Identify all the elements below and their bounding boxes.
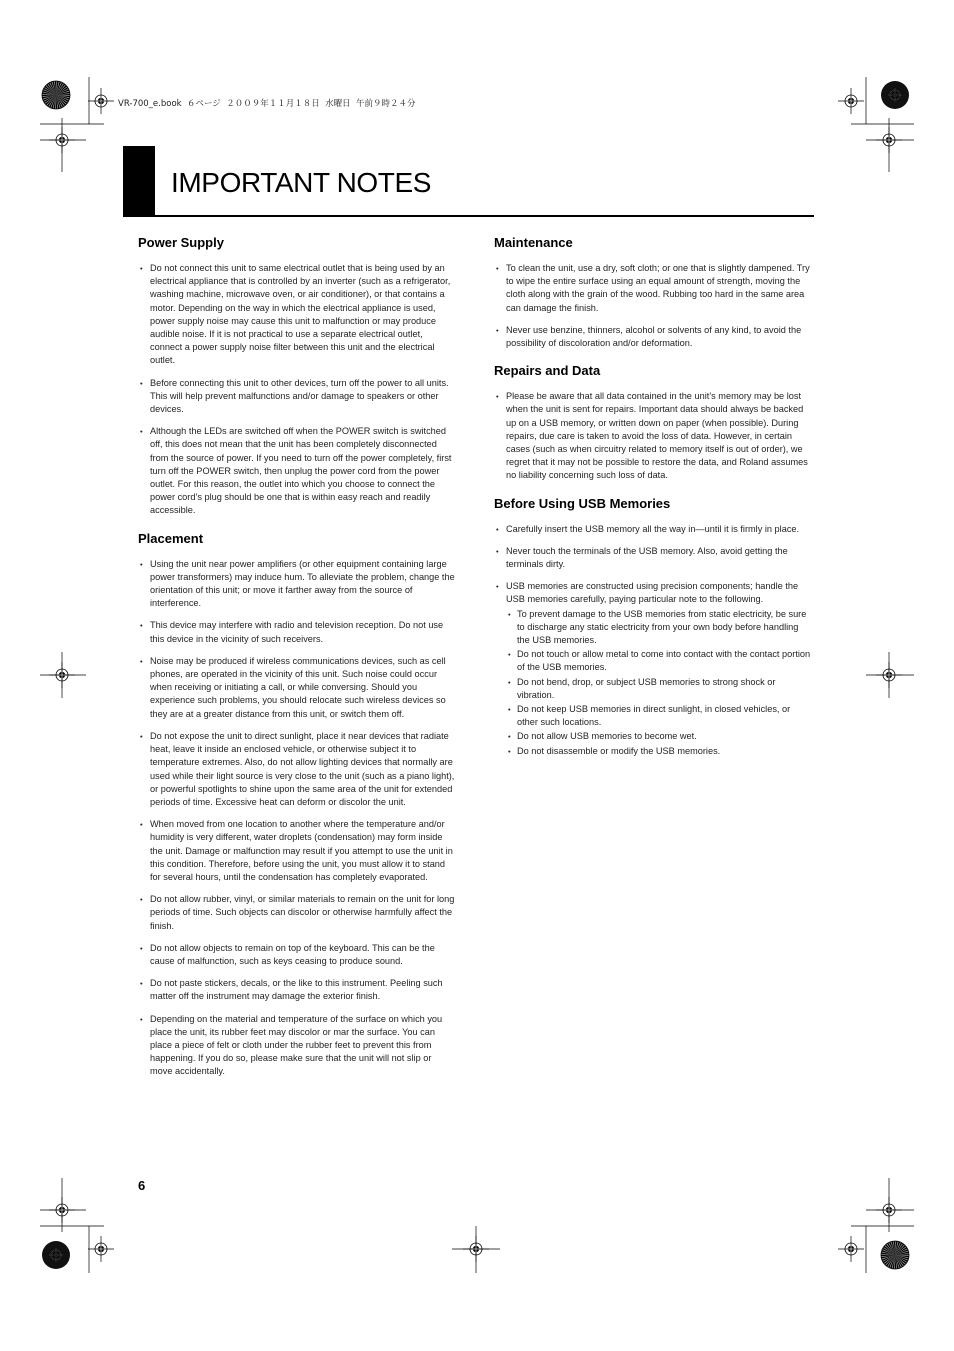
bullet-list xyxy=(494,262,812,350)
sub-list-item: • Do not touch or allow metal to come into contact with the contact portion of the USB memories. xyxy=(506,648,812,674)
starburst-registration-mark xyxy=(42,81,70,109)
list-item: • Do not connect this unit to same electrical outlet that is being used by an electrical appliance that is controlled by an inverter (such as a refrigerator, washing machine, microwave oven, or air conditioner), or that contains a motor. Depending on the way in which the electrical appliance is used, power supply noise may cause this unit to malfunction or may produce audible noise. If it is not practical to use a separate electrical outlet, connect a power supply noise filter between this unit and the electrical outlet. xyxy=(138,262,456,368)
section-repairs-and-data xyxy=(494,363,812,482)
crosshair-mark xyxy=(463,1236,489,1262)
section-placement xyxy=(138,531,456,1079)
dot-registration-mark xyxy=(42,1241,70,1269)
sub-bullet-list xyxy=(506,608,812,758)
bullet-list xyxy=(138,262,456,518)
section-before-using-usb-memories xyxy=(494,496,812,758)
section-power-supply xyxy=(138,235,456,518)
crosshair-mark xyxy=(876,662,902,688)
list-item-text: USB memories are constructed using precision components; handle the USB memories carefully, paying particular note to the following. xyxy=(506,581,799,605)
list-item: • When moved from one location to another where the temperature and/or humidity is very different, water droplets (condensation) may form inside the unit. Damage or malfunction may result if you attempt to use the unit in this condition. Therefore, before using the unit, you must allow it to stand for several hours, until the condensation has completely evaporated. xyxy=(138,818,456,884)
sub-list-item: • To prevent damage to the USB memories from static electricity, be sure to discharge any static electricity from your own body before handling the USB memories. xyxy=(506,608,812,648)
page-title: IMPORTANT NOTES xyxy=(171,167,432,198)
file-info-header: VR-700_e.book ６ページ ２００９年１１月１８日 水曜日 午前９時２４分 xyxy=(118,99,416,109)
section-maintenance xyxy=(494,235,812,350)
list-item: • Never touch the terminals of the USB memory. Also, avoid getting the terminals dirty. xyxy=(494,545,812,571)
crosshair-mark xyxy=(876,1197,902,1223)
crosshair-mark xyxy=(49,1197,75,1223)
starburst-registration-mark xyxy=(881,1241,909,1269)
list-item: • Noise may be produced if wireless communications devices, such as cell phones, are operated in the vicinity of this unit. Such noise could occur when receiving or initiating a call, or while conversing. Should you experience such problems, you should relocate such wireless devices so they are at a greater distance from this unit, or switch them off. xyxy=(138,655,456,721)
list-item: • Using the unit near power amplifiers (or other equipment containing large power transformers) may induce hum. To alleviate the problem, change the orientation of this unit; or move it farther away from the source of interference. xyxy=(138,558,456,611)
section-heading: Placement xyxy=(138,530,204,546)
bullet-list xyxy=(494,523,812,758)
title-rule xyxy=(123,215,814,217)
bullet-list xyxy=(138,558,456,1079)
section-heading: Power Supply xyxy=(138,235,224,250)
crosshair-mark xyxy=(838,1236,864,1262)
list-item: • Do not expose the unit to direct sunlight, place it near devices that radiate heat, leave it inside an enclosed vehicle, or otherwise subject it to temperature extremes. Also, do not allow lighting devices that normally are used while their light source is very close to the unit (such as a piano light), or powerful spotlights to shine upon the same area of the unit for extended periods of time. Excessive heat can deform or discolor the unit. xyxy=(138,730,456,809)
crosshair-mark xyxy=(88,88,114,114)
list-item: • Please be aware that all data contained in the unit’s memory may be lost when the unit is sent for repairs. Important data should always be backed up on a USB memory, or written down on paper (when possible). During repairs, due care is taken to avoid the loss of data. However, in certain cases (such as when circuitry related to memory itself is out of order), we regret that it may not be possible to restore the data, and Roland assumes no liability concerning such loss of data. xyxy=(494,390,812,482)
page-number: 6 xyxy=(138,1178,146,1193)
list-item: • Do not allow objects to remain on top of the keyboard. This can be the cause of malfunction, such as keys ceasing to produce sound. xyxy=(138,942,456,968)
section-heading: Maintenance xyxy=(494,235,573,250)
list-item: • To clean the unit, use a dry, soft cloth; or one that is slightly dampened. Try to wipe the entire surface using an equal amount of strength, moving the cloth along with the grain of the wood. Rubbing too hard in the same area can damage the finish. xyxy=(494,262,812,315)
dot-registration-mark xyxy=(881,81,909,109)
crosshair-mark xyxy=(88,1236,114,1262)
list-item: • Depending on the material and temperature of the surface on which you place the unit, its rubber feet may discolor or mar the surface. You can place a piece of felt or cloth under the rubber feet to prevent this from happening. If you do so, please make sure that the unit will not slip or move accidentally. xyxy=(138,1013,456,1079)
crosshair-mark xyxy=(49,662,75,688)
list-item xyxy=(494,580,812,758)
list-item: • Although the LEDs are switched off when the POWER switch is switched off, this does not mean that the unit has been completely disconnected from the source of power. If you need to turn off the power completely, first turn off the POWER switch, then unplug the power cord from the power outlet. For this reason, the outlet into which you choose to connect the power cord’s plug should be one that is within easy reach and readily accessible. xyxy=(138,425,456,517)
list-item: • Do not allow rubber, vinyl, or similar materials to remain on the unit for long periods of time. Such objects can discolor or otherwise harmfully affect the finish. xyxy=(138,893,456,933)
sub-list-item: • Do not keep USB memories in direct sunlight, in closed vehicles, or other such locations. xyxy=(506,703,812,729)
list-item: • Carefully insert the USB memory all the way in—until it is firmly in place. xyxy=(494,523,812,536)
list-item: • Do not paste stickers, decals, or the like to this instrument. Peeling such matter off the instrument may damage the exterior finish. xyxy=(138,977,456,1003)
sub-list-item: • Do not bend, drop, or subject USB memories to strong shock or vibration. xyxy=(506,676,812,702)
bullet-list xyxy=(494,390,812,482)
right-column xyxy=(494,235,812,767)
crosshair-mark xyxy=(838,88,864,114)
crosshair-mark xyxy=(876,127,902,153)
crosshair-mark xyxy=(49,127,75,153)
list-item: • This device may interfere with radio and television reception. Do not use this device in the vicinity of such receivers. xyxy=(138,619,456,645)
section-heading: Before Using USB Memories xyxy=(494,495,671,511)
sub-list-item: • Do not allow USB memories to become wet. xyxy=(506,730,812,743)
list-item: • Before connecting this unit to other devices, turn off the power to all units. This will help prevent malfunctions and/or damage to speakers or other devices. xyxy=(138,377,456,417)
title-block-bar xyxy=(123,146,155,217)
list-item: • Never use benzine, thinners, alcohol or solvents of any kind, to avoid the possibility of discoloration and/or deformation. xyxy=(494,324,812,350)
left-column xyxy=(138,235,456,1088)
sub-list-item: • Do not disassemble or modify the USB memories. xyxy=(506,745,812,758)
section-heading: Repairs and Data xyxy=(494,363,601,379)
